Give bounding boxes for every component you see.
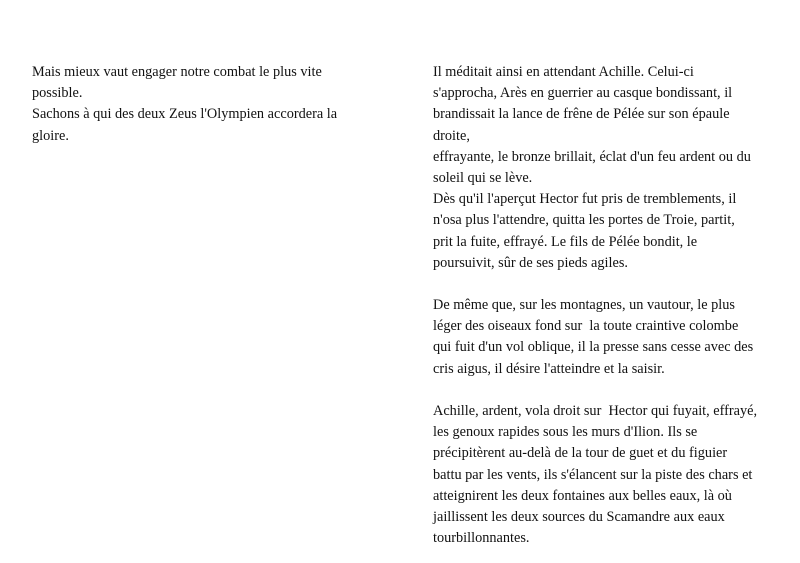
text-line: Sachons à qui des deux Zeus l'Olympien accordera la bbox=[32, 106, 338, 123]
text-line: prit la fuite, effrayé. Le fils de Pélée bondit, le bbox=[433, 233, 698, 250]
text-line: De même que, sur les montagnes, un vautour, le plus bbox=[433, 297, 735, 314]
text-line: léger des oiseaux fond sur la toute craintive colombe bbox=[433, 318, 739, 335]
text-line: Achille, ardent, vola droit sur Hector qui fuyait, effrayé, bbox=[433, 403, 758, 419]
text-line: qui fuit d'un vol oblique, il la presse sans cesse avec des bbox=[433, 339, 754, 356]
paragraph-gap bbox=[433, 274, 778, 295]
text-line: battu par les vents, ils s'élancent sur la piste des chars et bbox=[433, 466, 753, 483]
text-line: cris aigus, il désire l'atteindre et la saisir. bbox=[433, 360, 665, 377]
paragraph-1 bbox=[433, 62, 778, 274]
text-line: les genoux rapides sous les murs d'Ilion. Ils se bbox=[433, 424, 698, 441]
text-line: précipitèrent au-delà de la tour de guet et du figuier bbox=[433, 445, 728, 462]
right-column bbox=[433, 62, 778, 549]
paragraph-3 bbox=[433, 401, 778, 549]
text-line: tourbillonnantes. bbox=[433, 530, 530, 547]
text-line: n'osa plus l'attendre, quitta les portes de Troie, partit, bbox=[433, 212, 735, 229]
text-line: droite, bbox=[433, 127, 470, 144]
text-line: soleil qui se lève. bbox=[433, 169, 533, 186]
text-line: s'approcha, Arès en guerrier au casque bondissant, il bbox=[433, 85, 733, 102]
text-line: Il méditait ainsi en attendant Achille. Celui-ci bbox=[433, 64, 694, 80]
text-line: effrayante, le bronze brillait, éclat d'un feu ardent ou du bbox=[433, 148, 751, 165]
text-line: jaillissent les deux sources du Scamandre aux eaux bbox=[433, 508, 725, 525]
text-line: Mais mieux vaut engager notre combat le plus vite bbox=[32, 64, 322, 80]
paragraph-2 bbox=[433, 295, 778, 380]
left-column bbox=[32, 62, 382, 147]
text-line: poursuivit, sûr de ses pieds agiles. bbox=[433, 254, 628, 271]
paragraph-gap bbox=[433, 380, 778, 401]
text-line: atteignirent les deux fontaines aux belles eaux, là où bbox=[433, 487, 732, 504]
text-line: gloire. bbox=[32, 127, 69, 144]
text-line: possible. bbox=[32, 85, 83, 102]
text-line: Dès qu'il l'aperçut Hector fut pris de tremblements, il bbox=[433, 191, 737, 208]
text-line: brandissait la lance de frêne de Pélée sur son épaule bbox=[433, 106, 730, 123]
